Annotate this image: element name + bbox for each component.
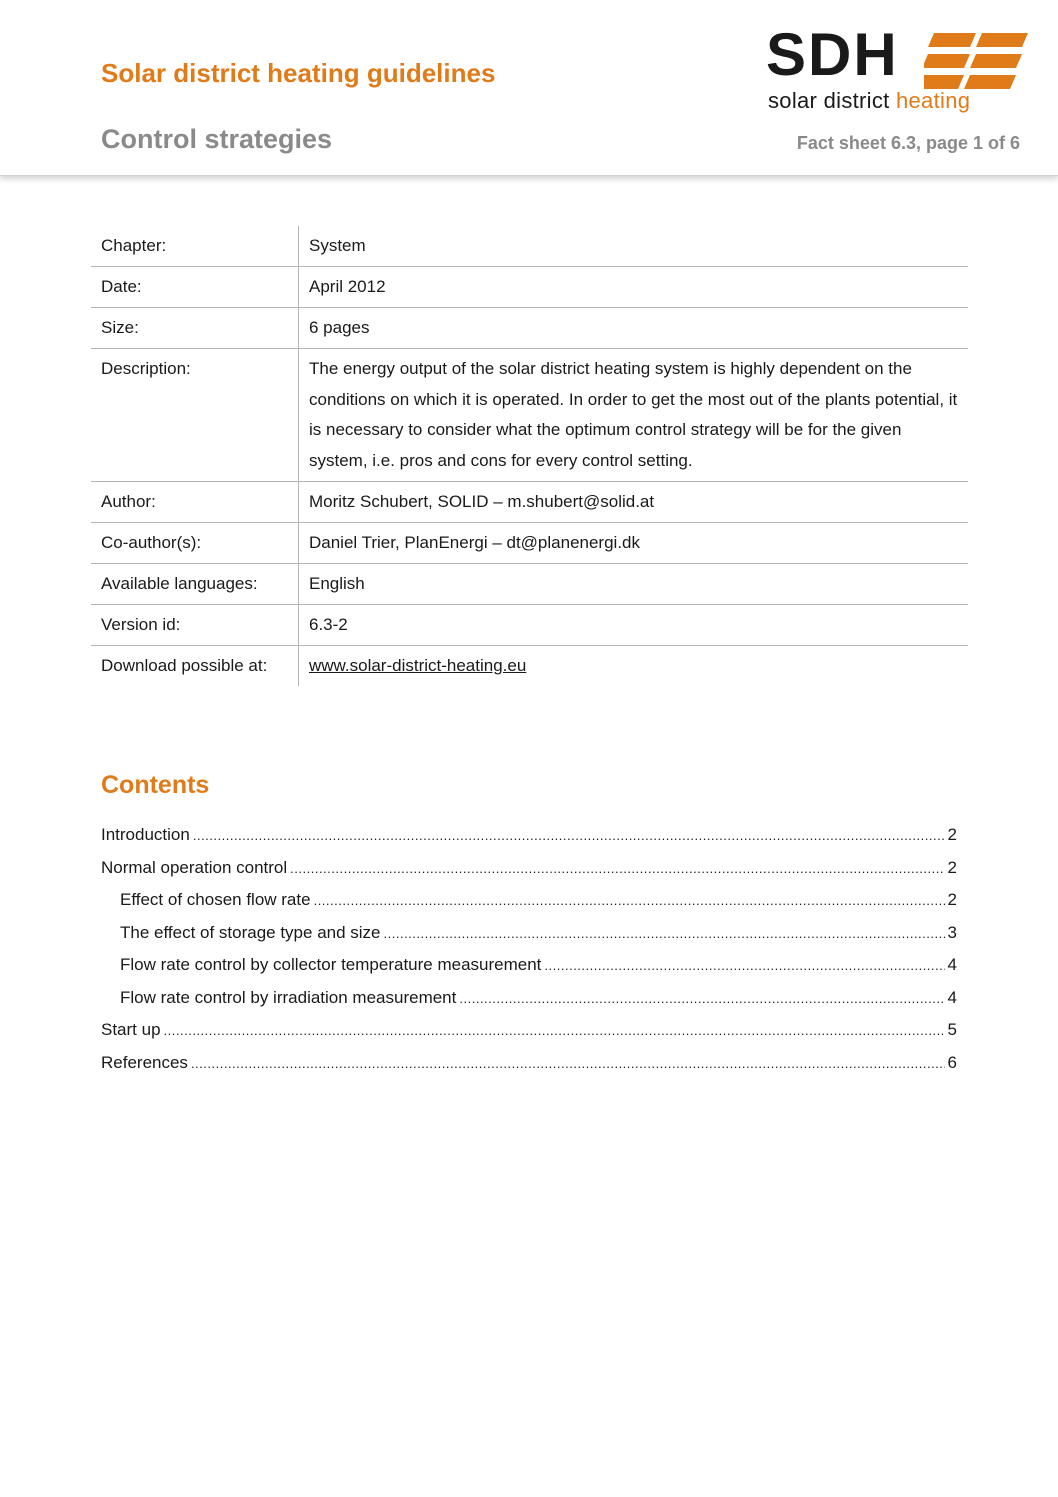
toc-leader-dots: [544, 954, 944, 978]
toc-entry-label: The effect of storage type and size: [120, 922, 381, 942]
toc-entry-page: 4: [947, 955, 957, 974]
logo-wordmark: [768, 88, 970, 114]
description-value: The energy output of the solar district heating system is highly dependent on the conditions on which it is operated. In order to get the most out of the plants potential, it is necessary to consider what the optimum control strategy will be for the given system, i.e. pros and cons for every control setting.: [299, 349, 969, 482]
table-of-contents: [101, 823, 957, 1083]
table-row: [91, 482, 968, 523]
toc-entry-collector-temperature-control[interactable]: [101, 953, 957, 986]
sdh-logo: [766, 21, 1028, 120]
toc-entry-storage-type-and-size[interactable]: [101, 921, 957, 954]
guidelines-title: Solar district heating guidelines: [101, 58, 496, 88]
toc-leader-dots: [384, 922, 945, 946]
table-row: [91, 523, 968, 564]
toc-entry-label: Start up: [101, 1020, 161, 1039]
languages-value: English: [299, 564, 969, 605]
coauthor-value: Daniel Trier, PlanEnergi – dt@planenergi.dk: [299, 523, 969, 564]
toc-leader-dots: [191, 1052, 945, 1076]
description-label: Description:: [91, 349, 299, 482]
table-row: [91, 646, 968, 687]
toc-entry-label: Normal operation control: [101, 857, 288, 877]
logo-wordmark-plain: solar district: [768, 88, 896, 113]
toc-entry-page: 4: [947, 987, 957, 1007]
download-cell: [299, 646, 969, 687]
toc-entry-label: Effect of chosen flow rate: [120, 890, 311, 909]
table-row: [91, 349, 968, 482]
size-label: Size:: [91, 308, 299, 349]
logo-wordmark-accent: heating: [895, 88, 971, 113]
author-label: Author:: [91, 482, 299, 523]
toc-leader-dots: [290, 857, 944, 881]
toc-leader-dots: [314, 889, 945, 913]
toc-leader-dots: [164, 1019, 945, 1043]
table-row: [91, 605, 968, 646]
toc-entry-irradiation-control[interactable]: [101, 986, 957, 1019]
toc-leader-dots: [459, 987, 944, 1011]
toc-entry-page: 2: [947, 857, 957, 877]
author-value: Moritz Schubert, SOLID – m.shubert@solid.at: [299, 482, 969, 523]
chapter-label: Chapter:: [91, 226, 299, 267]
toc-leader-dots: [193, 824, 945, 848]
toc-entry-page: 2: [947, 825, 957, 844]
document-info-table: [91, 226, 968, 686]
table-row: [91, 226, 968, 267]
toc-entry-introduction[interactable]: [101, 823, 957, 856]
contents-heading: Contents: [101, 771, 210, 799]
size-value: 6 pages: [299, 308, 969, 349]
logo-mark: SDH: [766, 21, 899, 88]
toc-entry-label: References: [101, 1052, 188, 1072]
table-row: [91, 564, 968, 605]
date-label: Date:: [91, 267, 299, 308]
toc-entry-label: Flow rate control by irradiation measurement: [120, 987, 457, 1007]
toc-entry-label: Flow rate control by collector temperature measurement: [120, 955, 542, 974]
page-header: [0, 0, 1058, 176]
languages-label: Available languages:: [91, 564, 299, 605]
download-label: Download possible at:: [91, 646, 299, 687]
version-value: 6.3-2: [299, 605, 969, 646]
toc-entry-page: 2: [947, 890, 957, 909]
factsheet-subtitle: Control strategies: [101, 124, 333, 154]
factsheet-page-indicator: Fact sheet 6.3, page 1 of 6: [796, 133, 1020, 153]
toc-entry-start-up[interactable]: [101, 1018, 957, 1051]
table-row: [91, 308, 968, 349]
date-value: April 2012: [299, 267, 969, 308]
toc-entry-page: 6: [947, 1052, 957, 1072]
table-row: [91, 267, 968, 308]
toc-entry-page: 5: [947, 1020, 957, 1039]
toc-entry-effect-of-flow-rate[interactable]: [101, 888, 957, 921]
toc-entry-references[interactable]: [101, 1051, 957, 1084]
logo-stripes-icon: [924, 33, 1028, 89]
download-link[interactable]: www.solar-district-heating.eu: [309, 656, 527, 675]
toc-entry-label: Introduction: [101, 825, 190, 844]
toc-entry-normal-operation-control[interactable]: [101, 856, 957, 889]
version-label: Version id:: [91, 605, 299, 646]
toc-entry-page: 3: [947, 922, 957, 942]
coauthor-label: Co-author(s):: [91, 523, 299, 564]
chapter-value: System: [299, 226, 969, 267]
